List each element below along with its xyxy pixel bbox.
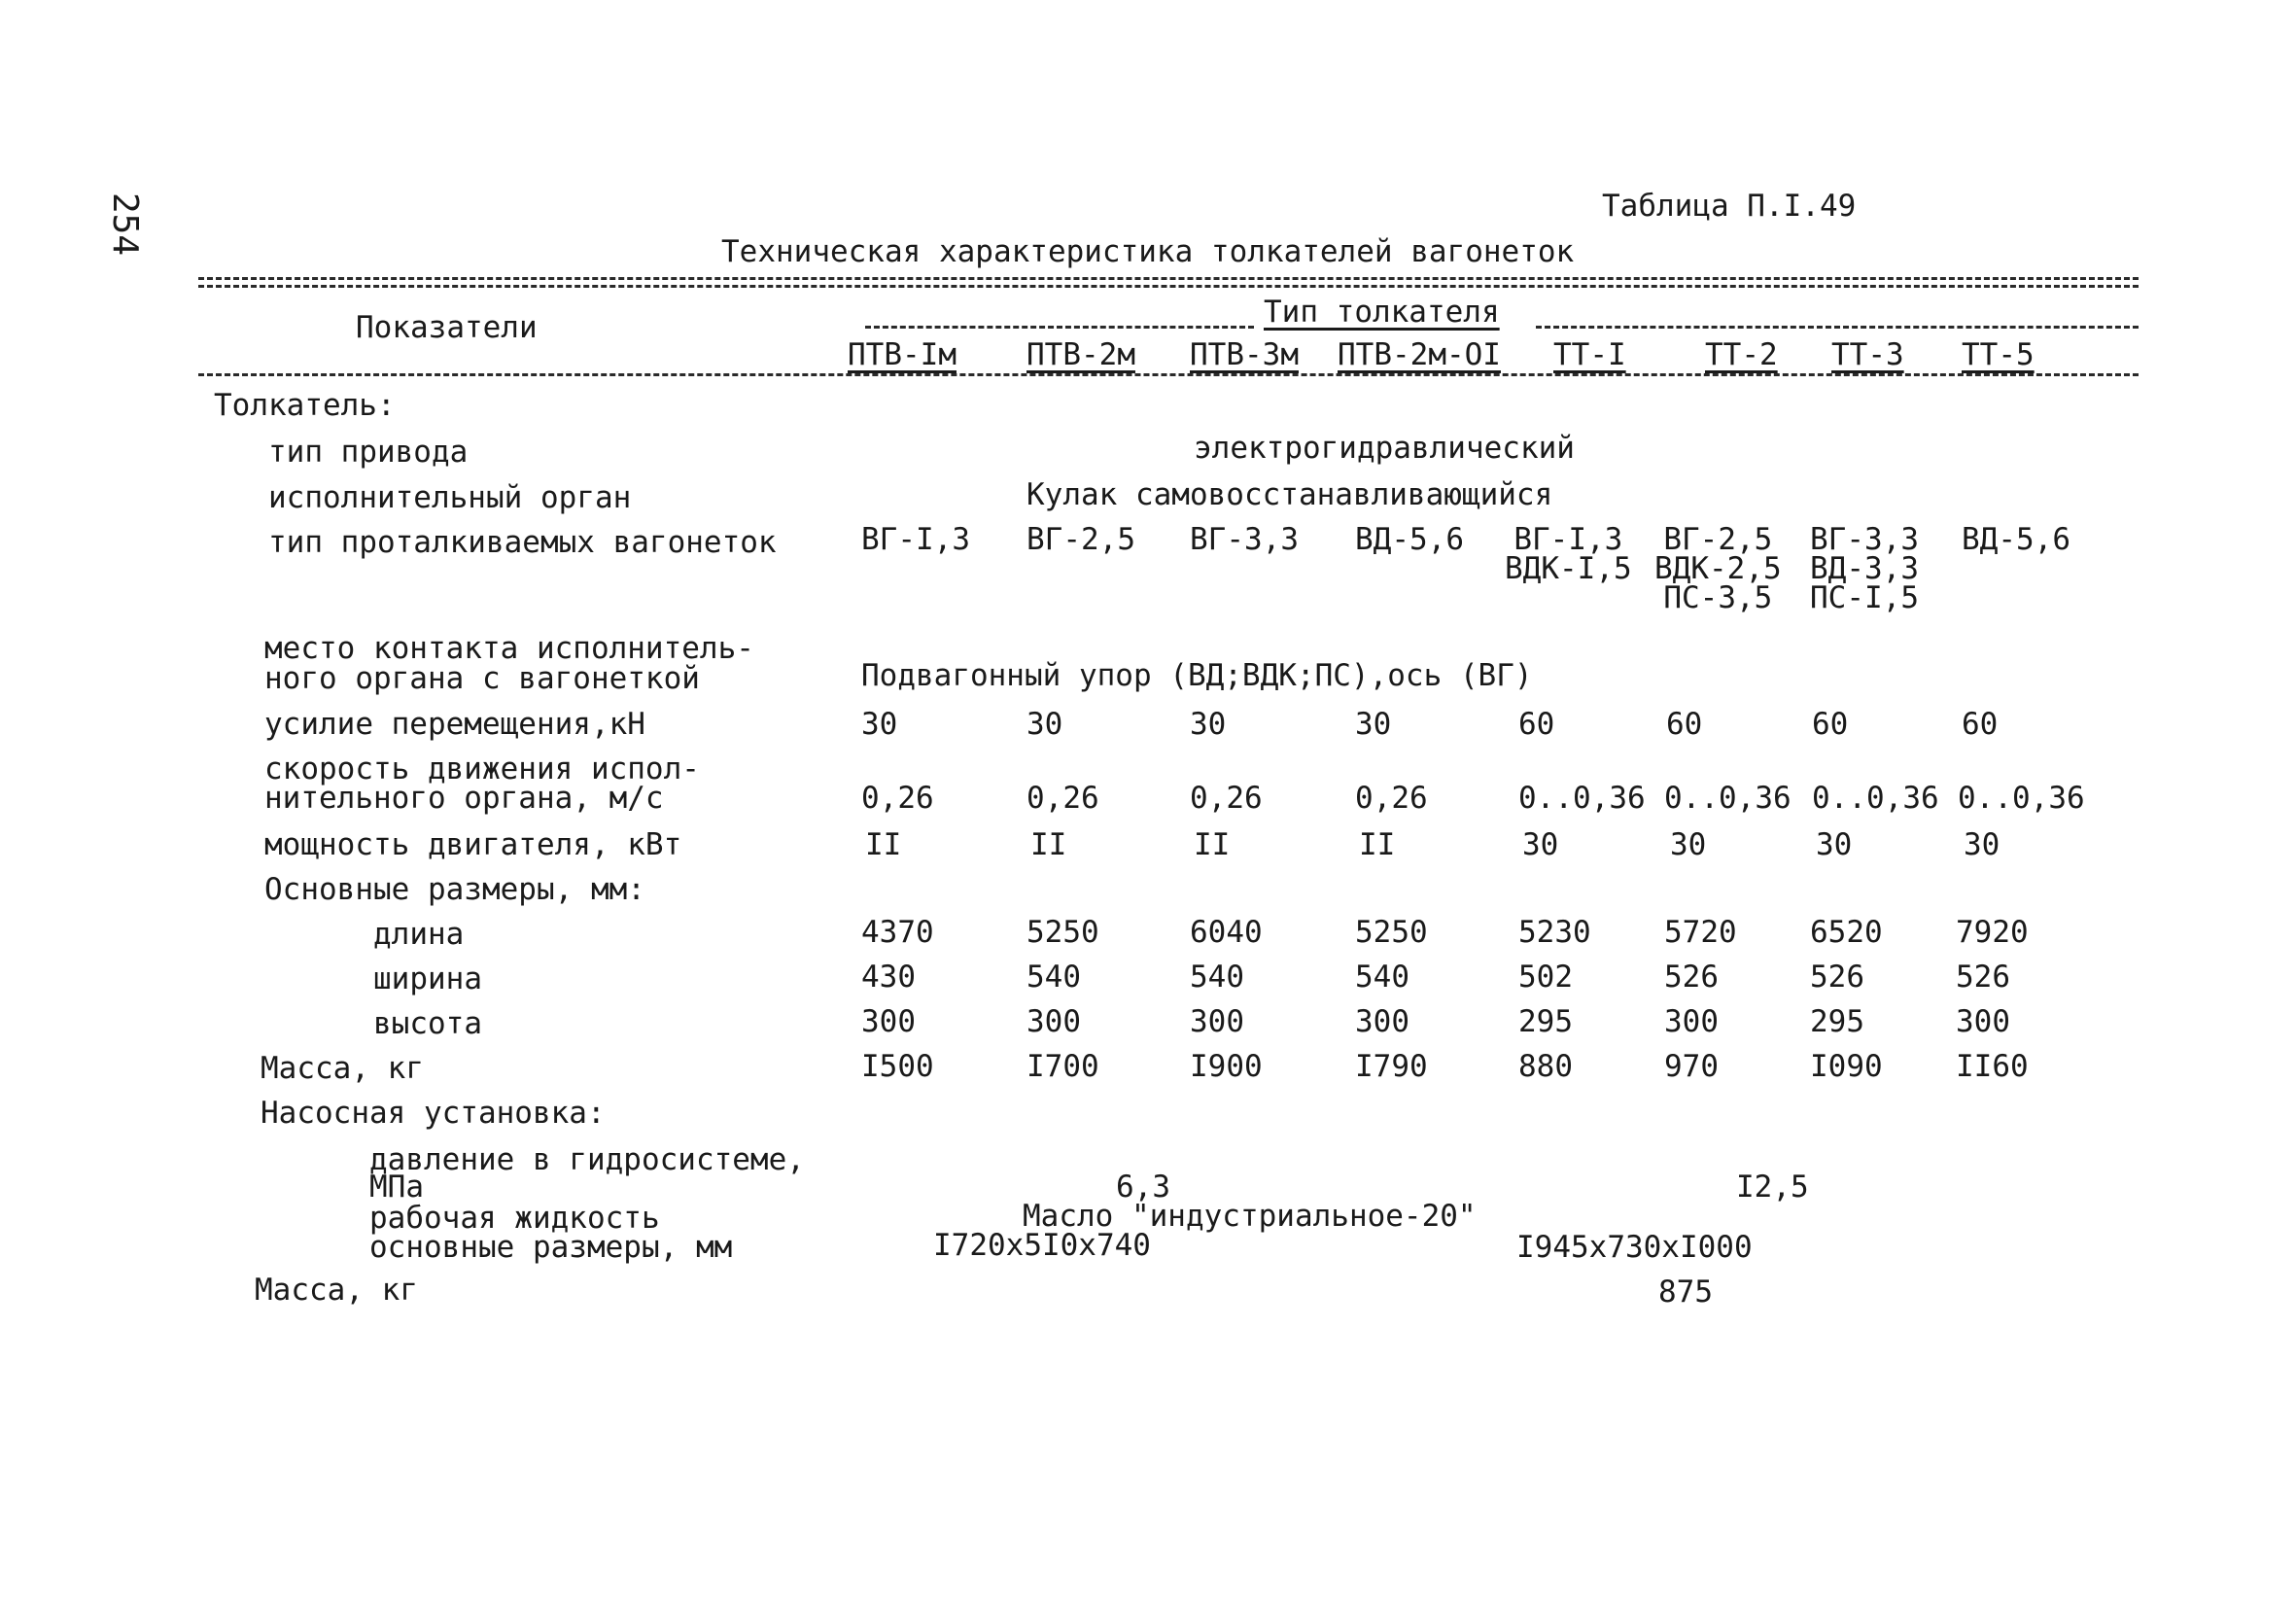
page-number: 254: [105, 192, 145, 257]
force-value: 60: [1962, 707, 1999, 742]
force-label: усилие перемещения,кН: [264, 707, 645, 742]
mass-value: I090: [1810, 1049, 1883, 1084]
header-type-group: Тип толкателя: [1264, 295, 1500, 330]
force-value: 60: [1666, 707, 1703, 742]
table-title: Техническая характеристика толкателей вагонеток: [721, 234, 1575, 269]
height-value: 295: [1518, 1004, 1573, 1039]
col-header-ptv-1m: ПТВ-Iм: [848, 337, 957, 372]
col-header-tt-1: ТТ-I: [1553, 337, 1626, 372]
length-value: 6520: [1810, 915, 1883, 950]
mass-value: I900: [1190, 1049, 1263, 1084]
drive-type-value: электрогидравлический: [1194, 431, 1575, 466]
pump-mass-label: Масса, кг: [255, 1273, 418, 1308]
col-header-tt-3: ТТ-3: [1831, 337, 1904, 372]
section-pump: Насосная установка:: [261, 1096, 606, 1131]
force-value: 60: [1812, 707, 1849, 742]
length-value: 5250: [1355, 915, 1428, 950]
power-label: мощность двигателя, кВт: [264, 827, 682, 862]
width-value: 526: [1664, 960, 1719, 995]
header-bottom-rule: [198, 373, 2139, 376]
col-header-ptv-2m-01: ПТВ-2м-OI: [1338, 337, 1501, 372]
cart-type-label: тип проталкиваемых вагонеток: [268, 525, 777, 560]
power-value: II: [1030, 827, 1067, 862]
mass-value: I700: [1026, 1049, 1099, 1084]
length-label: длина: [373, 917, 465, 952]
speed-value: 0..0,36: [1958, 781, 2085, 816]
height-label: высота: [373, 1006, 482, 1041]
mass-value: I790: [1355, 1049, 1428, 1084]
width-value: 502: [1518, 960, 1573, 995]
cart-type-value: ВГ-2,5 ВДК-2,5 ПС-3,5: [1654, 522, 1782, 615]
header-indicators: Показатели: [356, 310, 538, 345]
speed-value: 0..0,36: [1812, 781, 1939, 816]
power-value: 30: [1816, 827, 1853, 862]
power-value: 30: [1964, 827, 2000, 862]
header-group-rule-left: [865, 326, 1254, 329]
mass-value: 970: [1664, 1049, 1719, 1084]
top-rule-2: [198, 285, 2139, 288]
width-value: 430: [861, 960, 916, 995]
height-value: 300: [861, 1004, 916, 1039]
top-rule: [198, 277, 2139, 280]
power-value: 30: [1670, 827, 1707, 862]
length-value: 5250: [1026, 915, 1099, 950]
power-value: II: [1194, 827, 1231, 862]
force-value: 30: [861, 707, 898, 742]
speed-value: 0,26: [1026, 781, 1099, 816]
width-value: 540: [1190, 960, 1244, 995]
force-value: 30: [1190, 707, 1227, 742]
speed-value: 0,26: [1355, 781, 1428, 816]
width-value: 540: [1026, 960, 1081, 995]
actuator-value: Кулак самовосстанавливающийся: [1026, 477, 1553, 512]
contact-label-line-1: место контакта исполнитель-: [264, 631, 754, 666]
fluid-value: Масло "индустриальное-20": [1023, 1199, 1477, 1234]
speed-value: 0..0,36: [1664, 781, 1792, 816]
power-value: II: [1359, 827, 1396, 862]
power-value: II: [865, 827, 902, 862]
height-value: 295: [1810, 1004, 1864, 1039]
width-value: 526: [1956, 960, 2010, 995]
length-value: 7920: [1956, 915, 2029, 950]
pump-dims-label: основные размеры, мм: [369, 1230, 733, 1265]
height-value: 300: [1664, 1004, 1719, 1039]
length-value: 5720: [1664, 915, 1737, 950]
pump-dims-value-ptv: I720x5I0x740: [933, 1228, 1151, 1263]
width-value: 540: [1355, 960, 1409, 995]
cart-type-value: ВГ-3,3: [1190, 522, 1299, 557]
pressure-label-line-1: давление в гидросистеме,: [369, 1142, 805, 1177]
col-header-tt-2: ТТ-2: [1705, 337, 1778, 372]
cart-type-value: ВД-5,6: [1355, 522, 1464, 557]
height-value: 300: [1190, 1004, 1244, 1039]
dims-header: Основные размеры, мм:: [264, 872, 645, 907]
mass-value: I500: [861, 1049, 934, 1084]
height-value: 300: [1355, 1004, 1409, 1039]
contact-label-line-2: ного органа с вагонеткой: [264, 661, 700, 696]
pump-dims-value-tt: I945x730xI000: [1516, 1230, 1753, 1265]
cart-type-value: ВГ-3,3 ВД-3,3 ПС-I,5: [1810, 522, 1919, 615]
height-value: 300: [1956, 1004, 2010, 1039]
col-header-tt-5: ТТ-5: [1962, 337, 2035, 372]
drive-type-label: тип привода: [268, 435, 469, 470]
table-label: Таблица П.I.49: [1602, 189, 1857, 224]
fluid-label: рабочая жидкость: [369, 1201, 660, 1236]
speed-label-line-2: нительного органа, м/с: [264, 781, 664, 816]
length-value: 5230: [1518, 915, 1591, 950]
header-group-rule-right: [1536, 326, 2139, 329]
mass-value: 880: [1518, 1049, 1573, 1084]
height-value: 300: [1026, 1004, 1081, 1039]
section-pusher: Толкатель:: [214, 388, 396, 423]
cart-type-value: ВД-5,6: [1962, 522, 2070, 557]
cart-type-value: ВГ-2,5: [1026, 522, 1135, 557]
length-value: 6040: [1190, 915, 1263, 950]
mass-value: II60: [1956, 1049, 2029, 1084]
speed-value: 0,26: [1190, 781, 1263, 816]
force-value: 30: [1026, 707, 1063, 742]
col-header-ptv-3m: ПТВ-3м: [1190, 337, 1299, 372]
pressure-label-line-2: МПа: [369, 1170, 424, 1205]
actuator-label: исполнительный орган: [268, 480, 632, 515]
speed-value: 0,26: [861, 781, 934, 816]
pressure-value-tt: I2,5: [1736, 1170, 1809, 1205]
contact-value: Подвагонный упор (ВД;ВДК;ПС),ось (ВГ): [861, 658, 1533, 693]
cart-type-value: ВГ-I,3 ВДК-I,5: [1505, 522, 1632, 586]
width-value: 526: [1810, 960, 1864, 995]
speed-label-line-1: скорость движения испол-: [264, 751, 700, 786]
power-value: 30: [1522, 827, 1559, 862]
pressure-value-ptv: 6,3: [1116, 1170, 1170, 1205]
mass-label: Масса, кг: [261, 1051, 424, 1086]
col-header-ptv-2m: ПТВ-2м: [1026, 337, 1135, 372]
force-value: 60: [1518, 707, 1555, 742]
width-label: ширина: [373, 961, 482, 996]
speed-value: 0..0,36: [1518, 781, 1646, 816]
pump-mass-value: 875: [1658, 1275, 1713, 1310]
length-value: 4370: [861, 915, 934, 950]
force-value: 30: [1355, 707, 1392, 742]
cart-type-value: ВГ-I,3: [861, 522, 970, 557]
